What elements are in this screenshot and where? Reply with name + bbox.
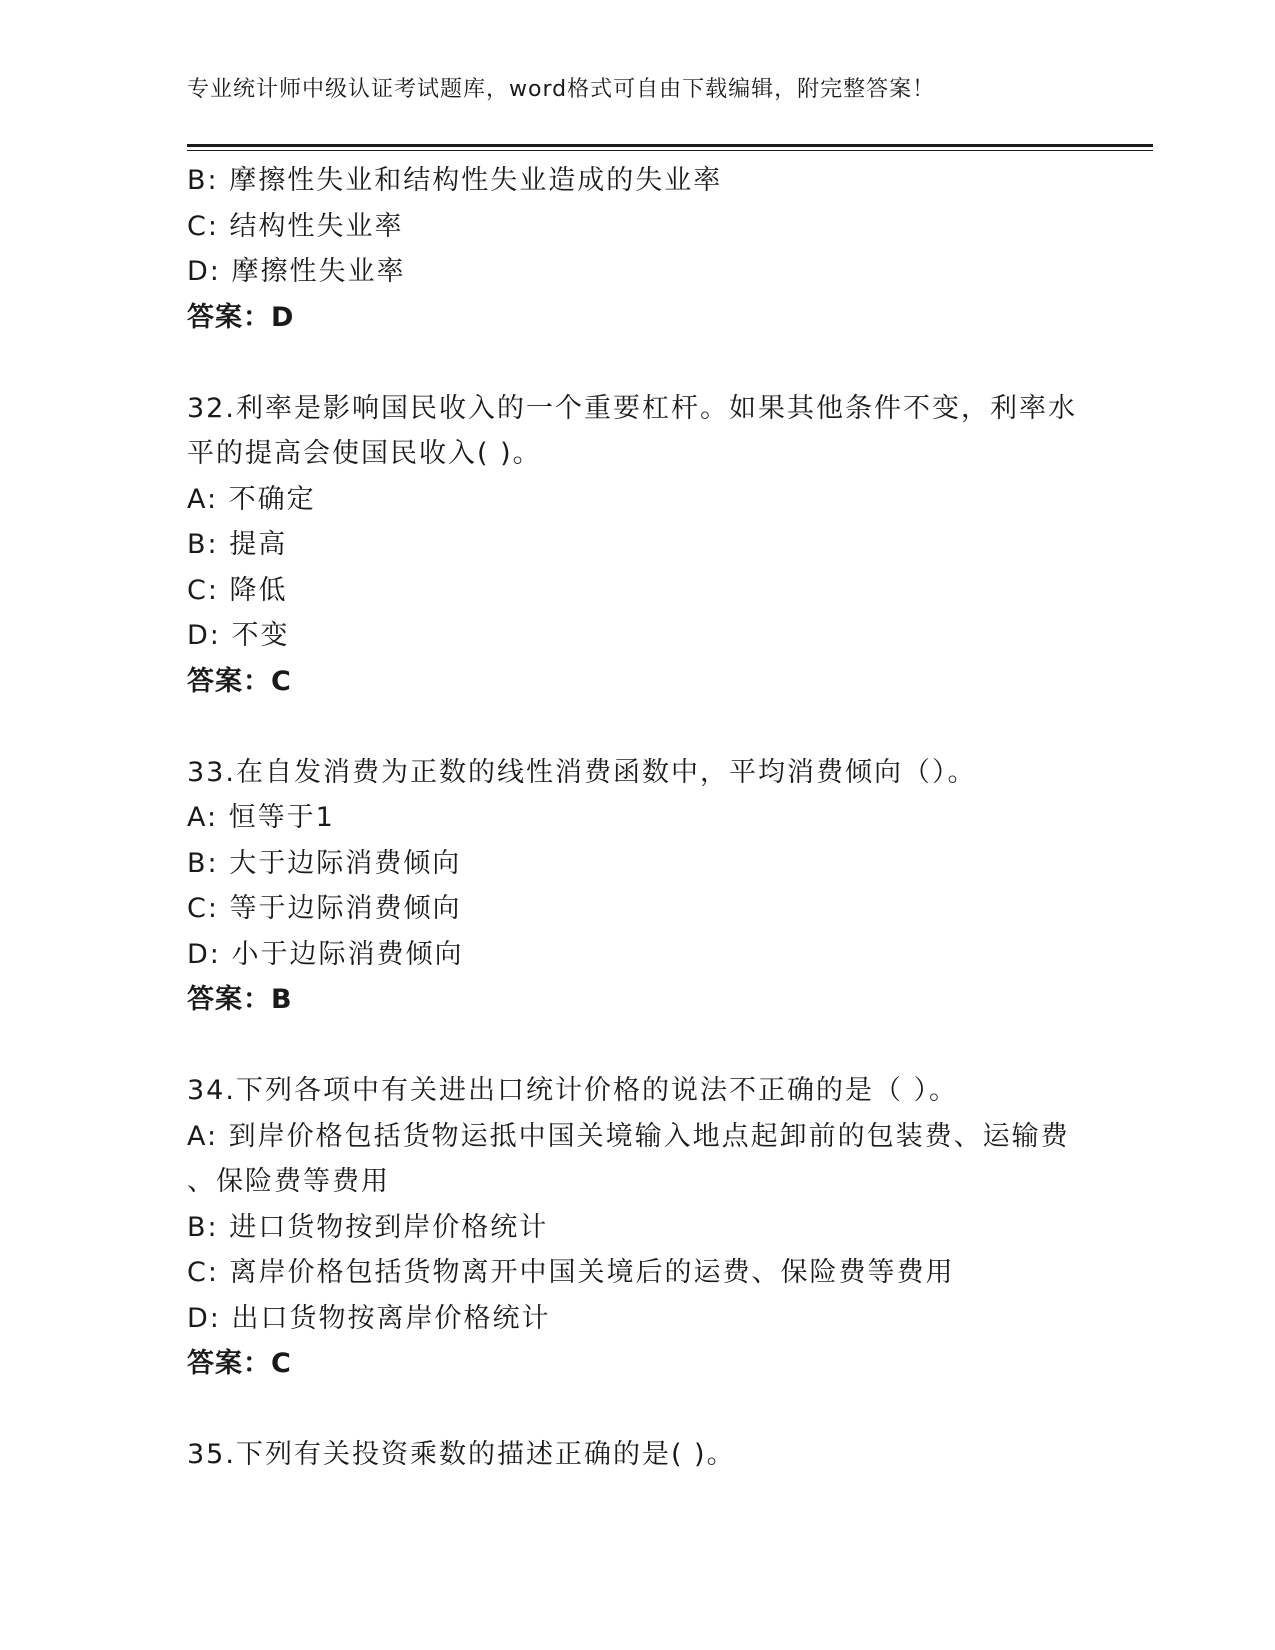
option-d: D: 出口货物按离岸价格统计 [187, 1302, 551, 1334]
header-rule-thick [187, 144, 1153, 147]
option-d: D: 小于边际消费倾向 [187, 938, 464, 970]
option-a: A: 到岸价格包括货物运抵中国关境输入地点起卸前的包装费、运输费 [187, 1120, 1070, 1152]
question-32 [187, 386, 1087, 705]
question-stem: 35.下列有关投资乘数的描述正确的是( )。 [187, 1439, 736, 1470]
header-rule-thin [187, 150, 1153, 151]
question-35 [187, 1432, 1087, 1478]
option-c: C: 等于边际消费倾向 [187, 893, 462, 924]
option-c: C: 离岸价格包括货物离开中国关境后的运费、保险费等费用 [187, 1257, 955, 1288]
question-33 [187, 750, 1087, 1023]
option-d: D: 摩擦性失业率 [187, 256, 406, 287]
answer-label: 答案：C [187, 665, 292, 697]
page-header: 专业统计师中级认证考试题库，word格式可自由下载编辑，附完整答案！ [187, 77, 936, 102]
option-a: A: 恒等于1 [187, 802, 335, 833]
option-a: A: 不确定 [187, 483, 316, 515]
option-b: B: 进口货物按到岸价格统计 [187, 1211, 549, 1243]
option-b: B: 摩擦性失业和结构性失业造成的失业率 [187, 165, 723, 196]
question-stem: 33.在自发消费为正数的线性消费函数中，平均消费倾向（）。 [187, 756, 977, 788]
answer-label: 答案：D [187, 301, 295, 333]
question-31-continued [187, 158, 1087, 340]
answer-label: 答案：C [187, 1348, 292, 1379]
option-c: C: 结构性失业率 [187, 210, 404, 242]
answer-label: 答案：B [187, 984, 293, 1015]
option-a-continued: 、保险费等费用 [187, 1166, 390, 1197]
option-b: B: 提高 [187, 529, 288, 560]
question-stem: 34.下列各项中有关进出口统计价格的说法不正确的是（ ）。 [187, 1075, 959, 1106]
option-c: C: 降低 [187, 574, 288, 606]
question-content [187, 158, 1087, 1478]
option-b: B: 大于边际消费倾向 [187, 847, 462, 879]
question-stem: 32.利率是影响国民收入的一个重要杠杆。如果其他条件不变，利率水 [187, 392, 1077, 424]
question-34 [187, 1068, 1087, 1387]
option-d: D: 不变 [187, 620, 290, 651]
question-stem: 平的提高会使国民收入( )。 [187, 438, 542, 469]
